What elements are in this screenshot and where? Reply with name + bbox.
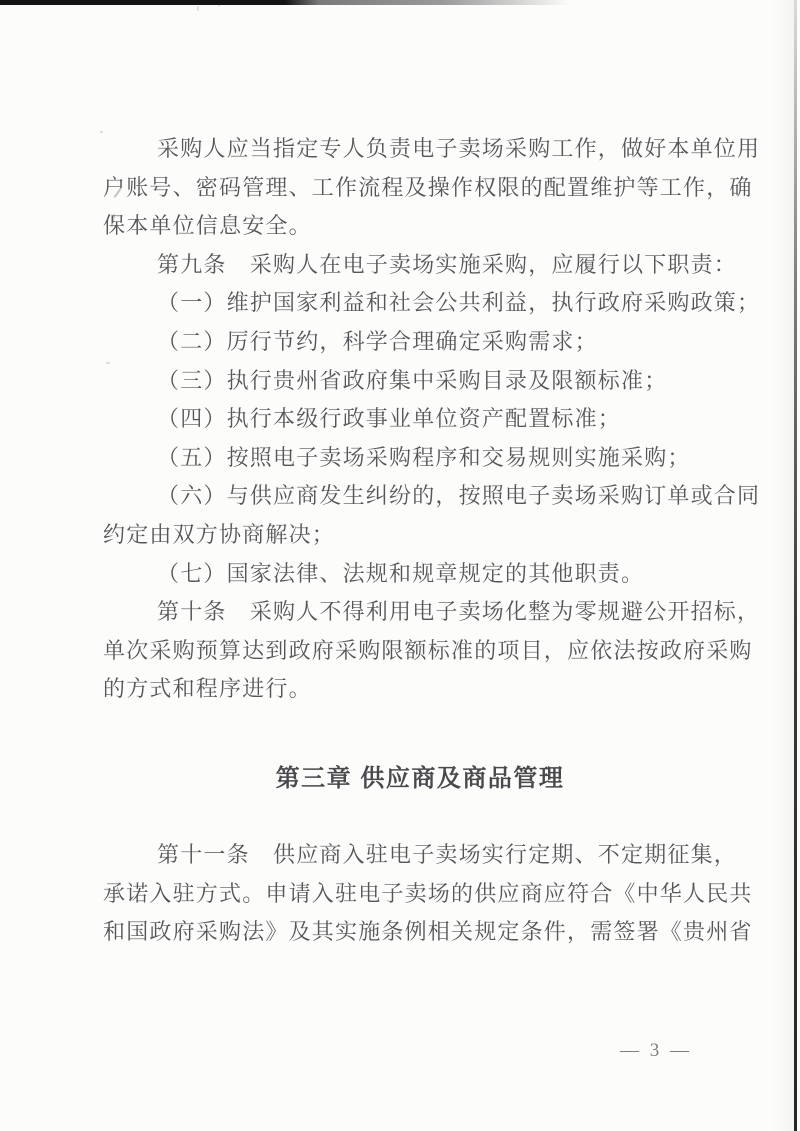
list-item-4: （四）执行本级行政事业单位资产配置标准； <box>157 406 622 432</box>
document-body <box>103 130 761 952</box>
list-item-5: （五）按照电子卖场采购程序和交易规则实施采购； <box>157 444 691 470</box>
text-line: 承诺入驻方式。申请入驻电子卖场的供应商应符合《中华人民共 <box>103 880 753 906</box>
article-11-line: 第十一条 供应商入驻电子卖场实行定期、不定期征集， <box>157 841 738 867</box>
text-line: 和国政府采购法》及其实施条例相关规定条件，需签署《贵州省 <box>103 919 753 945</box>
scan-artifact <box>218 4 220 7</box>
article-9-line: 第九条 采购人在电子卖场实施采购，应履行以下职责： <box>157 251 738 277</box>
scan-right-shadow <box>771 0 797 1131</box>
list-item-1: （一）维护国家利益和社会公共利益，执行政府采购政策； <box>157 290 761 316</box>
text-line: 户账号、密码管理、工作流程及操作权限的配置维护等工作，确 <box>103 174 753 200</box>
scan-artifact <box>197 6 199 11</box>
chapter-heading: 第三章 供应商及商品管理 <box>275 764 565 792</box>
text-line: 的方式和程序进行。 <box>103 676 312 702</box>
list-item-6: （六）与供应商发生纠纷的，按照电子卖场采购订单或合同 <box>157 483 761 509</box>
text-line: 约定由双方协商解决； <box>103 521 336 547</box>
text-line: 采购人应当指定专人负责电子卖场采购工作，做好本单位用 <box>157 136 761 161</box>
list-item-7: （七）国家法律、法规和规章规定的其他职责。 <box>157 560 645 586</box>
list-item-2: （二）厉行节约，科学合理确定采购需求； <box>157 328 598 354</box>
article-10-line: 第十条 采购人不得利用电子卖场化整为零规避公开招标， <box>157 599 761 625</box>
text-line: 单次采购预算达到政府采购限额标准的项目，应依法按政府采购 <box>103 637 753 663</box>
list-item-3: （三）执行贵州省政府集中采购目录及限额标准； <box>157 367 668 393</box>
scan-top-edge <box>0 0 570 5</box>
page-number: — 3 — <box>620 1040 692 1061</box>
text-line: 保本单位信息安全。 <box>103 213 312 239</box>
